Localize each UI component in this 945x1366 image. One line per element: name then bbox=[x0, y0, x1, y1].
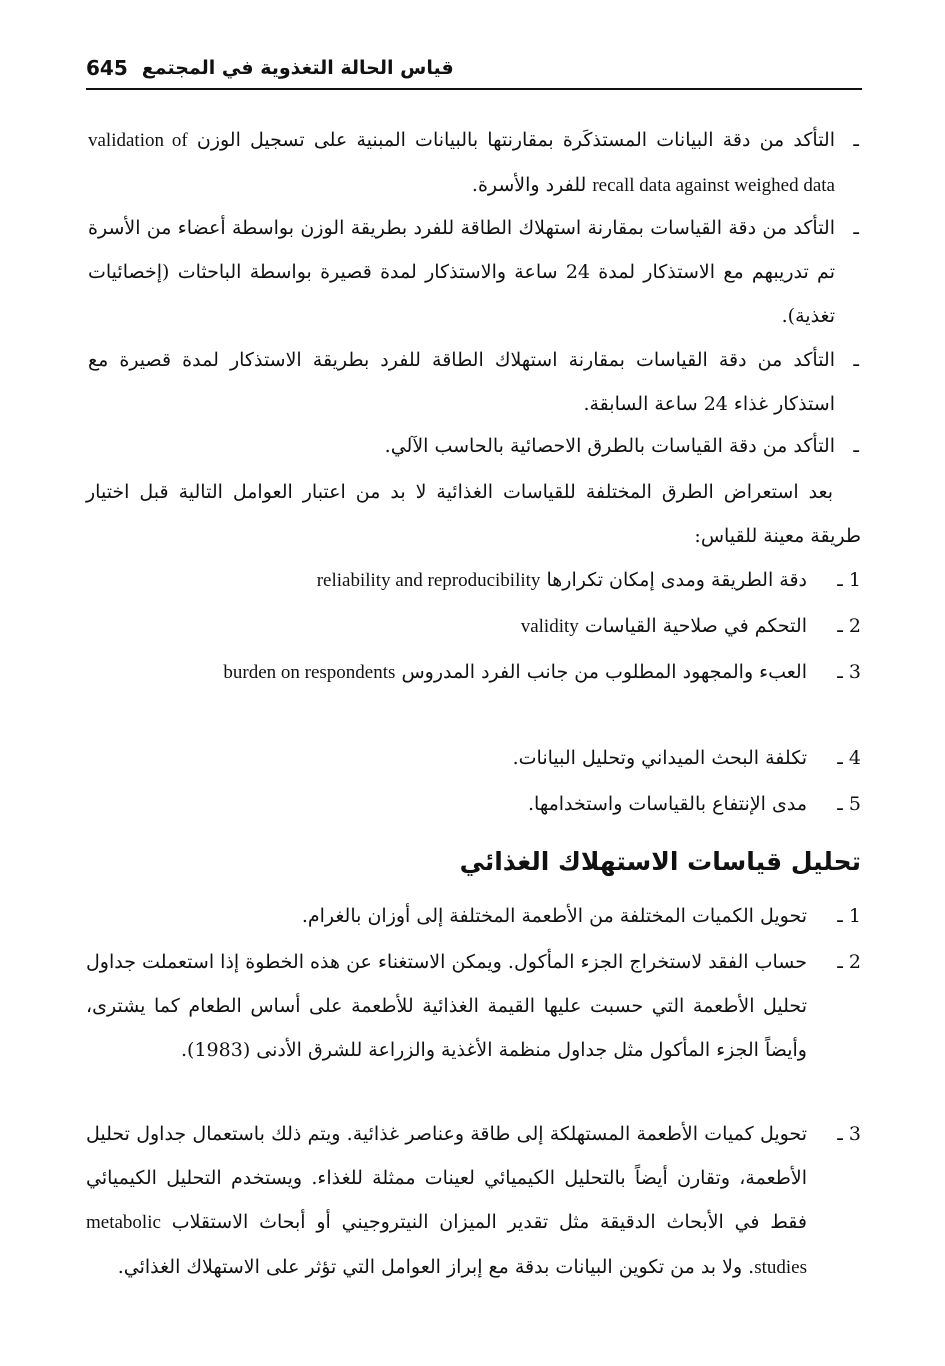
bullet-mark: ـ bbox=[853, 435, 859, 457]
bullet-text: التأكد من دقة القياسات بمقارنة استهلاك الطاقة للفرد بطريقة الوزن بواسطة أعضاء من الأسرة تم تدريبهم مع الاستذكار لمدة 24 ساعة والاستذكار لمدة قصيرة بواسطة الباحثات (إخصائيات تغذية). bbox=[88, 217, 835, 327]
step-number: 2 ـ bbox=[837, 951, 861, 973]
section-title: تحليل قياسات الاستهلاك الغذائي bbox=[459, 847, 861, 876]
bullet-item-weighing-comparison bbox=[88, 206, 859, 338]
bullet-item-recall-validation bbox=[88, 118, 859, 208]
factor-item-usefulness bbox=[86, 782, 861, 826]
factor-number: 3 ـ bbox=[837, 661, 861, 683]
factor-english-term: burden on respondents bbox=[223, 662, 396, 683]
factor-english-term: reliability and reproducibility bbox=[316, 570, 541, 591]
bullet-mark: ـ bbox=[853, 217, 859, 239]
step-number: 1 ـ bbox=[837, 905, 861, 927]
header-rule bbox=[86, 88, 862, 90]
bullet-mark: ـ bbox=[853, 349, 859, 371]
step-number: 3 ـ bbox=[837, 1123, 861, 1145]
factor-item-cost bbox=[86, 736, 861, 780]
step-english-term: metabolic studies bbox=[86, 1212, 807, 1278]
step-text: حساب الفقد لاستخراج الجزء المأكول. ويمكن الاستغناء عن هذه الخطوة إذا استعملت جداول تحليل الأطعمة التي حسبت عليها القيمة الغذائية للأطعمة على أساس الطعام كما يشترى، وأيضاً الجزء المأكول مثل جداول منظمة الأغذية والزراعة للشرق الأدنى (1983). bbox=[86, 951, 807, 1061]
running-header bbox=[86, 48, 860, 88]
step-text: تحويل الكميات المختلفة من الأطعمة المختلفة إلى أوزان بالغرام. bbox=[301, 905, 807, 927]
factor-text: مدى الإنتفاع بالقياسات واستخدامها. bbox=[528, 793, 807, 815]
factor-text: دقة الطريقة ومدى إمكان تكرارها bbox=[546, 569, 807, 591]
factor-item-validity bbox=[86, 604, 861, 649]
step-text-end: . ولا بد من تكوين البيانات بدقة مع إبراز العوامل التي تؤثر على الاستهلاك الغذائي. bbox=[117, 1256, 755, 1278]
factor-number: 4 ـ bbox=[837, 747, 861, 769]
analysis-step-waste bbox=[86, 940, 861, 1072]
bullet-item-short-recall bbox=[88, 338, 859, 426]
bullet-text: التأكد من دقة القياسات بالطرق الاحصائية بالحاسب الآلي. bbox=[384, 435, 835, 457]
factor-item-burden bbox=[86, 650, 861, 695]
factor-text: العبء والمجهود المطلوب من جانب الفرد المدروس bbox=[401, 661, 807, 683]
bullet-mark: ـ bbox=[853, 129, 859, 151]
factor-text: تكلفة البحث الميداني وتحليل البيانات. bbox=[512, 747, 807, 769]
factor-number: 2 ـ bbox=[837, 615, 861, 637]
bullet-text: التأكد من دقة القياسات بمقارنة استهلاك الطاقة للفرد بطريقة الاستذكار لمدة قصيرة مع استذكار غذاء 24 ساعة السابقة. bbox=[88, 349, 835, 415]
bullet-text-end: للفرد والأسرة. bbox=[471, 174, 587, 196]
bullet-text: التأكد من دقة البيانات المستذكَرة بمقارنتها بالبيانات المبنية على تسجيل الوزن bbox=[196, 129, 835, 151]
page-number: 645 bbox=[86, 56, 128, 80]
bullet-item-statistical bbox=[88, 424, 859, 468]
analysis-step-conversion bbox=[86, 894, 861, 938]
header-title: قياس الحالة التغذوية في المجتمع bbox=[141, 57, 454, 79]
factor-number: 1 ـ bbox=[837, 569, 861, 591]
factor-item-reliability bbox=[86, 558, 861, 603]
intro-paragraph: بعد استعراض الطرق المختلفة للقياسات الغذائية لا بد من اعتبار العوامل التالية قبل اختيار طريقة معينة للقياس: bbox=[86, 481, 861, 547]
step-text: تحويل كميات الأطعمة المستهلكة إلى طاقة وعناصر غذائية. ويتم ذلك باستعمال جداول تحليل الأطعمة، وتقارن أيضاً بالتحليل الكيميائي لعينات ممثلة للغذاء. ويستخدم التحليل الكيميائي فقط في الأبحاث الدقيقة مثل تقدير الميزان النيتروجيني أو أبحاث الاستقلاب bbox=[86, 1123, 808, 1233]
bullet-english-term: validation of recall data against weighed data bbox=[88, 130, 835, 196]
factor-text: التحكم في صلاحية القياسات bbox=[584, 615, 807, 637]
factor-english-term: validity bbox=[520, 616, 579, 637]
analysis-step-nutrients bbox=[86, 1112, 861, 1290]
factor-number: 5 ـ bbox=[837, 793, 861, 815]
